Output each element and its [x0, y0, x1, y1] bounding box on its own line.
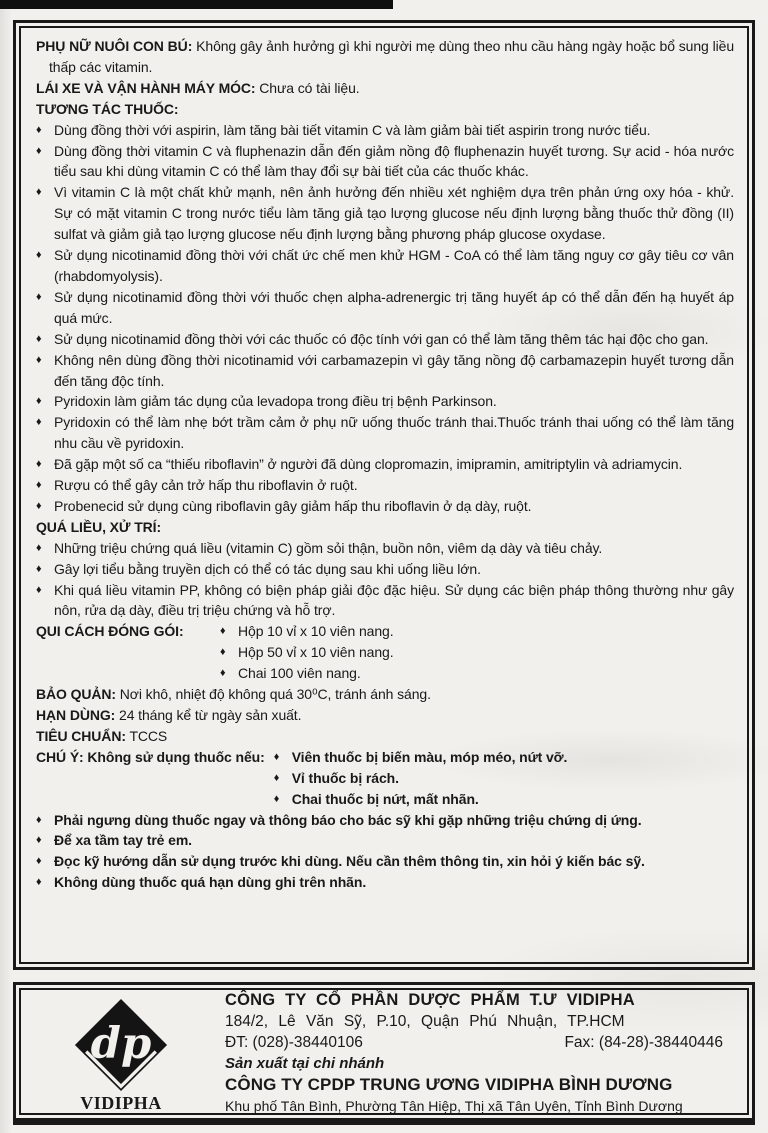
- overdose-item: [36, 559, 734, 580]
- company-name-hq: CÔNG TY CỔ PHẦN DƯỢC PHẨM T.Ư VIDIPHA: [225, 990, 635, 1009]
- diamond-bullet-icon: ♦: [273, 771, 280, 784]
- overdose-item: [36, 580, 734, 622]
- interaction-text: Không nên dùng đồng thời nicotinamid với carbamazepin vì gây tăng nồng độ carbamazepin huyết tương dẫn đến tăng độc tính.: [54, 351, 734, 389]
- diamond-bullet-icon: ♦: [36, 186, 42, 199]
- produced-at-note: Sản xuất tại chi nhánh: [225, 1054, 385, 1072]
- overdose-text: Khi quá liều vitamin PP, không có biện pháp giải độc đặc hiệu. Sử dụng các biện pháp thông thường như gây nôn, rửa dạ dày, điều trị triệu chứng và hỗ trợ.: [54, 581, 734, 619]
- driving-text: Chưa có tài liệu.: [259, 79, 360, 96]
- diamond-bullet-icon: ♦: [36, 855, 42, 868]
- storage-label: BẢO QUẢN:: [36, 686, 116, 703]
- interaction-item: [36, 412, 734, 454]
- interaction-text: Probenecid sử dụng cùng riboflavin gây giảm hấp thu riboflavin ở dạ dày, ruột.: [54, 497, 532, 514]
- caution-condition-text: Vỉ thuốc bị rách.: [291, 769, 399, 786]
- diamond-bullet-icon: ♦: [220, 625, 226, 638]
- manufacturer-details: [201, 988, 741, 1115]
- interaction-item: [36, 245, 734, 287]
- manufacturer-content: [19, 988, 749, 1115]
- overdose-heading: QUÁ LIỀU, XỬ TRÍ:: [36, 518, 162, 535]
- interaction-text: Sử dụng nicotinamid đồng thời với các thuốc có độc tính với gan có thể làm tăng thêm tác hại độc cho gan.: [54, 330, 709, 347]
- diamond-bullet-icon: ♦: [36, 249, 42, 262]
- diamond-bullet-icon: ♦: [36, 290, 42, 303]
- interaction-item: [36, 454, 734, 475]
- section-standard: [36, 726, 734, 747]
- diamond-bullet-icon: ♦: [36, 123, 42, 136]
- overdose-text: Những triệu chứng quá liều (vitamin C) gồm sỏi thận, buồn nôn, viêm dạ dày và tiêu chảy.: [54, 539, 603, 556]
- section-storage: [36, 684, 734, 705]
- interaction-text: Rượu có thể gây cản trở hấp thu riboflavin ở ruột.: [54, 477, 358, 494]
- interaction-text: Sử dụng nicotinamid đồng thời với thuốc chẹn alpha-adrenergic trị tăng huyết áp có thể dẫn đến hạ huyết áp quá mức.: [54, 288, 734, 326]
- section-caution: [36, 747, 734, 810]
- interaction-item: [36, 496, 734, 517]
- caution-condition: [274, 747, 734, 768]
- shelf-life-label: HẠN DÙNG:: [36, 707, 116, 723]
- diamond-bullet-icon: ♦: [36, 499, 42, 512]
- interaction-item: [36, 141, 734, 183]
- diamond-bullet-icon: ♦: [36, 562, 42, 575]
- interaction-item: [36, 391, 734, 412]
- diamond-bullet-icon: ♦: [36, 583, 42, 596]
- caution-condition: [274, 789, 734, 810]
- caution-sublabel: Không sử dụng thuốc nếu:: [87, 748, 265, 765]
- caution-condition-text: Viên thuốc bị biến màu, móp méo, nứt vỡ.: [291, 748, 568, 765]
- overdose-item: [36, 538, 734, 559]
- interaction-item: [36, 182, 734, 245]
- scan-artifact-bar: [0, 0, 393, 9]
- company-name-branch: CÔNG TY CPDP TRUNG ƯƠNG VIDIPHA BÌNH DƯƠNG: [225, 1074, 673, 1094]
- diamond-bullet-icon: ♦: [36, 876, 42, 889]
- company-fax: Fax: (84-28)-38440446: [564, 1033, 723, 1051]
- diamond-bullet-icon: ♦: [36, 541, 42, 554]
- packaging-option-text: Hộp 10 vỉ x 10 viên nang.: [238, 623, 394, 640]
- interaction-text: Sử dụng nicotinamid đồng thời với chất ức chế men khử HGM - CoA có thể làm tăng nguy cơ gây tiêu cơ vân (rhabdomyolysis).: [54, 247, 734, 284]
- warning-item: [36, 810, 734, 831]
- packaging-option: [220, 621, 734, 642]
- company-contact-row: [225, 1032, 741, 1053]
- interaction-text: Pyridoxin làm giảm tác dụng của levadopa trong điều trị bệnh Parkinson.: [54, 393, 497, 410]
- manufacturer-box: [13, 982, 755, 1125]
- diamond-bullet-icon: ♦: [36, 332, 42, 345]
- logo-monogram: dp: [90, 1017, 152, 1069]
- interaction-text: Pyridoxin có thể làm nhẹ bớt trầm cảm ở phụ nữ uống thuốc tránh thai.Thuốc tránh thai uống có thể làm tăng nhu cầu về pyridoxin.: [54, 414, 734, 452]
- diamond-bullet-icon: ♦: [36, 353, 42, 366]
- main-info-box: [13, 20, 755, 970]
- nursing-text: Không gây ảnh hưởng gì khi người mẹ dùng theo nhu cầu hàng ngày hoặc bổ sung liều thấp các vitamin.: [49, 38, 735, 75]
- main-info-content: [19, 26, 749, 964]
- packaging-option-text: Hộp 50 vỉ x 10 viên nang.: [238, 644, 394, 661]
- warning-item: [36, 830, 734, 851]
- packaging-label: QUI CÁCH ĐÓNG GÓI:: [36, 623, 184, 640]
- interactions-heading: TƯƠNG TÁC THUỐC:: [36, 100, 179, 117]
- section-driving: [36, 78, 734, 99]
- packaging-option: [220, 642, 734, 663]
- interaction-text: Đã gặp một số ca “thiếu riboflavin” ở người đã dùng clopromazin, imipramin, amitriptylin và adriamycin.: [54, 456, 683, 473]
- company-address-hq: 184/2, Lê Văn Sỹ, P.10, Quận Phú Nhuận, TP.HCM: [225, 1012, 625, 1030]
- diamond-bullet-icon: ♦: [36, 458, 42, 471]
- interaction-text: Dùng đồng thời với aspirin, làm tăng bài tiết vitamin C và làm giảm bài tiết aspirin trong nước tiểu.: [54, 121, 651, 138]
- vidipha-diamond-icon: [74, 998, 168, 1092]
- warning-item: [36, 872, 734, 893]
- diamond-bullet-icon: ♦: [220, 667, 226, 680]
- interaction-text: Dùng đồng thời vitamin C và fluphenazin dẫn đến giảm nồng độ fluphenazin huyết tương. Sự acid - hóa nước tiểu sau khi dùng vitamin C có thể làm thay đổi sự bài tiết của các thuốc khác.: [54, 142, 734, 180]
- standard-text: TCCS: [129, 727, 168, 744]
- company-phone: ĐT: (028)-38440106: [225, 1033, 363, 1051]
- diamond-bullet-icon: ♦: [36, 479, 42, 492]
- logo-caption: VIDIPHA: [80, 1092, 162, 1113]
- section-packaging: [36, 621, 734, 684]
- interaction-item: [36, 329, 734, 350]
- storage-text: Nơi khô, nhiệt độ không quá 30⁰C, tránh ánh sáng.: [119, 686, 431, 703]
- nursing-label: PHỤ NỮ NUÔI CON BÚ:: [36, 38, 193, 54]
- section-nursing: [36, 36, 734, 78]
- warning-text: Không dùng thuốc quá hạn dùng ghi trên nhãn.: [54, 874, 367, 891]
- diamond-bullet-icon: ♦: [36, 416, 42, 429]
- standard-label: TIÊU CHUẨN:: [36, 727, 126, 744]
- diamond-bullet-icon: ♦: [220, 646, 226, 659]
- caution-conditions: [274, 747, 734, 810]
- caution-label-group: [36, 747, 265, 810]
- diamond-bullet-icon: ♦: [273, 750, 280, 763]
- interaction-item: [36, 350, 734, 392]
- interaction-item: [36, 120, 734, 141]
- caution-condition: [274, 768, 734, 789]
- diamond-bullet-icon: ♦: [36, 144, 42, 157]
- caution-condition-text: Chai thuốc bị nứt, mất nhãn.: [291, 790, 479, 807]
- diamond-bullet-icon: ♦: [36, 834, 42, 847]
- caution-label: CHÚ Ý:: [36, 748, 84, 765]
- packaging-option-text: Chai 100 viên nang.: [238, 665, 361, 682]
- interaction-text: Vì vitamin C là một chất khử mạnh, nên ảnh hưởng đến nhiều xét nghiệm dựa trên phản ứng oxy hóa - khử. Sự có mặt vitamin C trong nước tiểu làm tăng giả tạo lượng glucose nếu định lượng bằng thuốc thử đồng (II) sulfat và giảm giả tạo lượng glucose nếu định lượng bằng phương pháp glucose oxydase.: [54, 184, 734, 243]
- warning-text: Phải ngưng dùng thuốc ngay và thông báo cho bác sỹ khi gặp những triệu chứng dị ứng.: [54, 811, 642, 828]
- driving-label: LÁI XE VÀ VẬN HÀNH MÁY MÓC:: [36, 79, 256, 96]
- warning-text: Đọc kỹ hướng dẫn sử dụng trước khi dùng. Nếu cần thêm thông tin, xin hỏi ý kiến bác sỹ.: [54, 853, 645, 870]
- warning-text: Để xa tầm tay trẻ em.: [54, 832, 192, 849]
- interaction-item: [36, 287, 734, 329]
- diamond-bullet-icon: ♦: [36, 395, 42, 408]
- packaging-option: [220, 663, 734, 684]
- diamond-bullet-icon: ♦: [273, 792, 280, 805]
- company-address-branch: Khu phố Tân Bình, Phường Tân Hiệp, Thị xã Tân Uyên, Tỉnh Bình Dương: [225, 1097, 683, 1114]
- vidipha-logo: [41, 998, 201, 1112]
- overdose-text: Gây lợi tiểu bằng truyền dịch có thể có tác dụng sau khi uống liều lớn.: [54, 560, 481, 577]
- interaction-item: [36, 475, 734, 496]
- diamond-bullet-icon: ♦: [36, 813, 42, 826]
- section-shelf-life: [36, 705, 734, 726]
- shelf-life-text: 24 tháng kể từ ngày sản xuất.: [119, 707, 302, 723]
- warning-item: [36, 851, 734, 872]
- packaging-options: [220, 621, 734, 684]
